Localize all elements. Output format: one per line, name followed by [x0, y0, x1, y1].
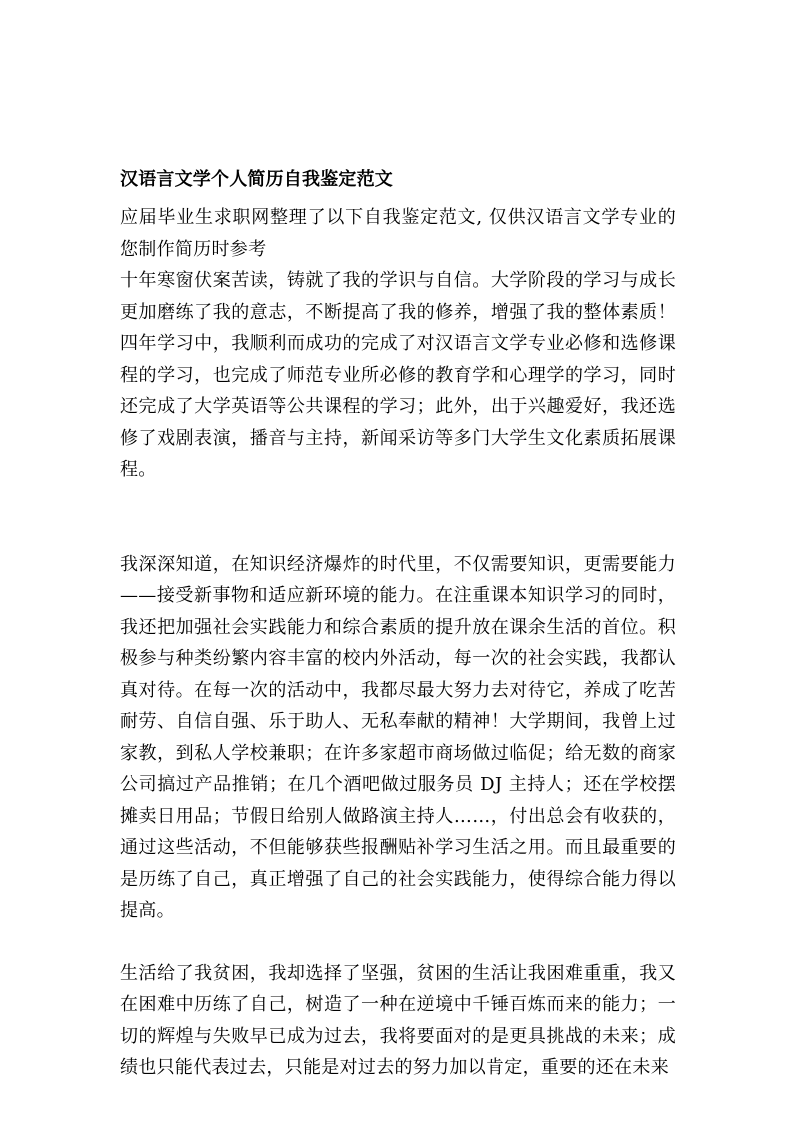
body-paragraph-1: 十年寒窗伏案苦读，铸就了我的学识与自信。大学阶段的学习与成长更加磨练了我的意志，不断提高了我的修养，增强了我的整体素质！四年学习中，我顺利而成功的完成了对汉语言文学专业必修和选修课程的学习，也完成了师范专业所必修的教育学和心理学的学习，同时还完成了大学英语等公共课程的学习；此外，出于兴趣爱好，我还选修了戏剧表演，播音与主持，新闻采访等多门大学生文化素质拓展课程。 [120, 270, 676, 480]
intro-paragraph: 应届毕业生求职网整理了以下自我鉴定范文, 仅供汉语言文学专业的您制作简历时参考 [120, 207, 676, 260]
document-content [120, 164, 676, 1084]
paragraph-spacer [120, 486, 676, 549]
body-paragraph-3: 生活给了我贫困，我却选择了坚强，贫困的生活让我困难重重，我又在困难中历练了自己，树造了一种在逆境中千锤百炼而来的能力；一切的辉煌与失败早已成为过去，我将要面对的是更具挑战的未来；成绩也只能代表过去，只能是对过去的努力加以肯定，重要的还在未来 [120, 962, 676, 1078]
document-title: 汉语言文学个人简历自我鉴定范文 [120, 169, 393, 190]
body-paragraph-2: 我深深知道，在知识经济爆炸的时代里，不仅需要知识，更需要能力——接受新事物和适应新环境的能力。在注重课本知识学习的同时，我还把加强社会实践能力和综合素质的提升放在课余生活的首位。积极参与种类纷繁内容丰富的校内外活动，每一次的社会实践，我都认真对待。在每一次的活动中，我都尽最大努力去对待它，养成了吃苦耐劳、自信自强、乐于助人、无私奉献的精神！大学期间，我曾上过家教，到私人学校兼职；在许多家超市商场做过临促；给无数的商家公司搞过产品推销；在几个酒吧做过服务员 DJ 主持人；还在学校摆摊卖日用品；节假日给别人做路演主持人……，付出总会有收获的，通过这些活动，不但能够获些报酬贴补学习生活之用。而且最重要的是历练了自己，真正增强了自己的社会实践能力，使得综合能力得以提高。 [120, 553, 676, 921]
paragraph-spacer [120, 927, 676, 958]
